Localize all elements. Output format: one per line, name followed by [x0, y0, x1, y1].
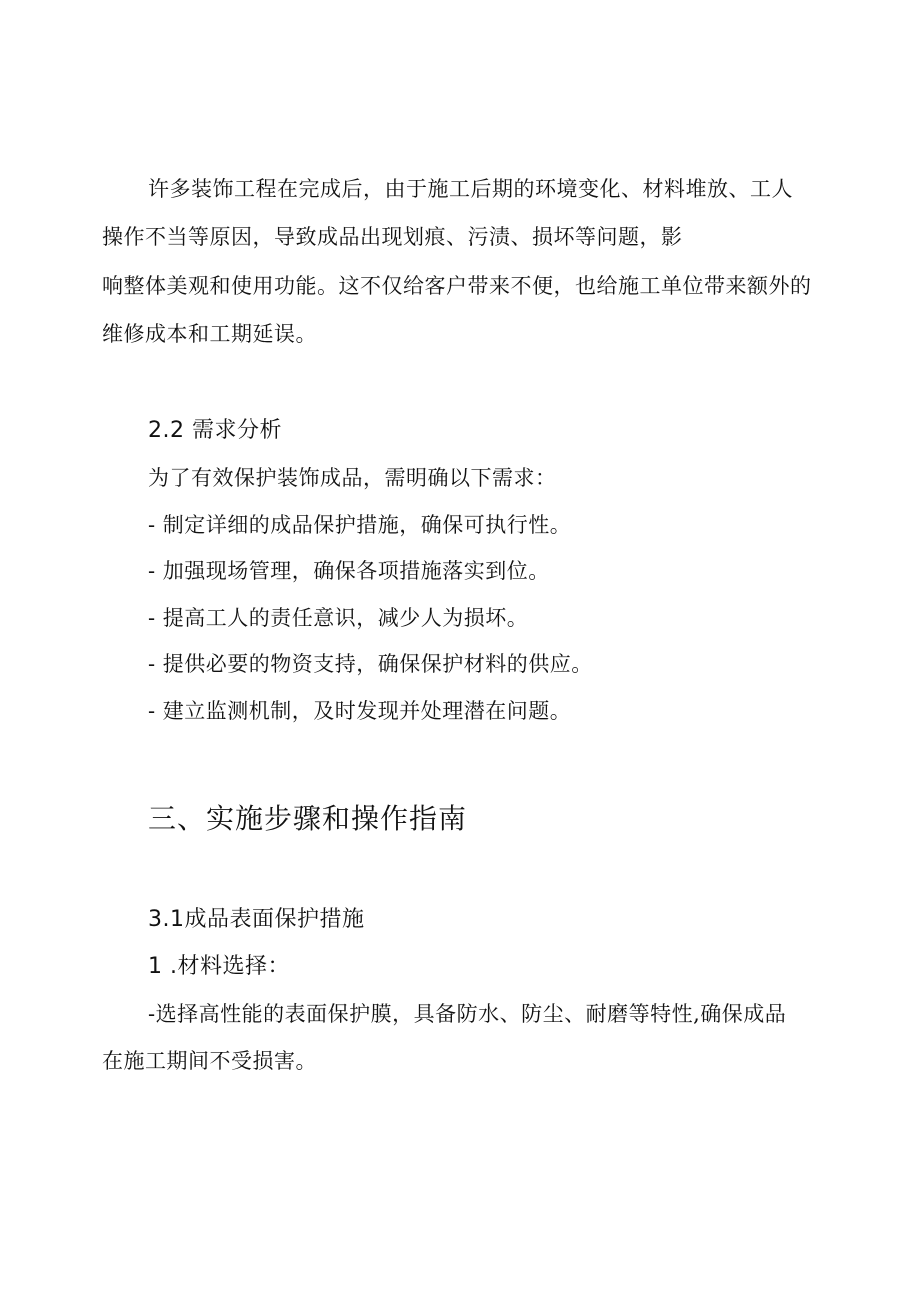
section-3-1-heading: 3.1成品表面保护措施 — [148, 907, 365, 932]
intro-line-2: 操作不当等原因，导致成品出现划痕、污渍、损坏等问题，影 — [102, 225, 683, 249]
requirement-item-5: - 建立监测机制，及时发现并处理潜在问题。 — [148, 699, 572, 723]
section-2-2-heading: 2.2 需求分析 — [148, 418, 282, 443]
material-para-line-2: 在施工期间不受损害。 — [102, 1049, 317, 1073]
section-3-heading: 三、实施步骤和操作指南 — [148, 802, 468, 835]
requirement-item-4: - 提供必要的物资支持，确保保护材料的供应。 — [148, 652, 593, 676]
requirement-item-3: - 提高工人的责任意识，减少人为损坏。 — [148, 606, 529, 630]
material-para-line-1: -选择高性能的表面保护膜，具备防水、防尘、耐磨等特性,确保成品 — [148, 1002, 787, 1026]
item-heading-material: 1 .材料选择： — [148, 954, 290, 979]
requirement-item-2: - 加强现场管理，确保各项措施落实到位。 — [148, 559, 550, 583]
section-2-2-lead: 为了有效保护装饰成品，需明确以下需求： — [148, 466, 557, 490]
intro-line-1: 许多装饰工程在完成后，由于施工后期的环境变化、材料堆放、工人 — [148, 177, 793, 201]
requirement-item-1: - 制定详细的成品保护措施，确保可执行性。 — [148, 513, 572, 537]
intro-line-4: 维修成本和工期延误。 — [102, 322, 317, 346]
intro-line-3: 响整体美观和使用功能。这不仅给客户带来不便，也给施工单位带来额外的 — [102, 274, 812, 298]
